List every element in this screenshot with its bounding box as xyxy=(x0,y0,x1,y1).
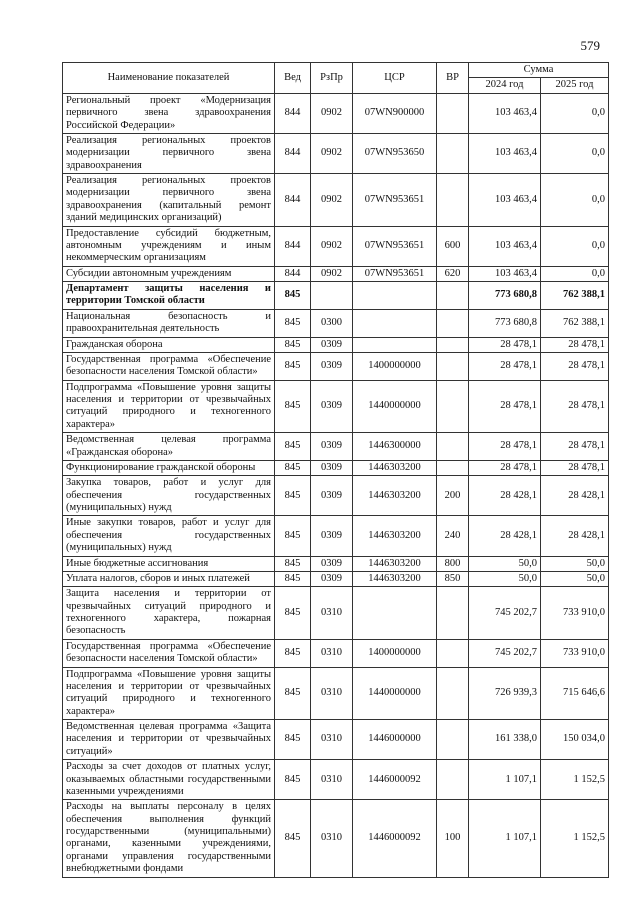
cell-sum-2025: 0,0 xyxy=(541,266,609,281)
cell-ved: 844 xyxy=(275,174,311,227)
header-year-2024: 2024 год xyxy=(469,78,541,93)
cell-sum-2025: 1 152,5 xyxy=(541,800,609,877)
cell-vr xyxy=(437,760,469,800)
table-header xyxy=(63,63,609,94)
cell-ved: 844 xyxy=(275,133,311,173)
cell-sum-2025: 762 388,1 xyxy=(541,282,609,310)
cell-sum-2024: 28 478,1 xyxy=(469,460,541,475)
cell-vr xyxy=(437,587,469,640)
header-vr: ВР xyxy=(437,63,469,94)
cell-sum-2024: 28 478,1 xyxy=(469,337,541,352)
cell-vr xyxy=(437,720,469,760)
cell-csr xyxy=(353,587,437,640)
table-body xyxy=(63,93,609,877)
cell-vr: 240 xyxy=(437,516,469,556)
cell-rzpr: 0310 xyxy=(311,667,353,720)
table-row xyxy=(63,380,609,433)
cell-csr: 07WN953650 xyxy=(353,133,437,173)
cell-vr xyxy=(437,667,469,720)
cell-ved: 845 xyxy=(275,556,311,571)
cell-rzpr: 0310 xyxy=(311,587,353,640)
cell-name: Иные закупки товаров, работ и услуг для обеспечения государственных (муниципальных) нужд xyxy=(63,516,275,556)
cell-sum-2025: 28 428,1 xyxy=(541,476,609,516)
header-year-2025: 2025 год xyxy=(541,78,609,93)
cell-sum-2024: 745 202,7 xyxy=(469,639,541,667)
cell-ved: 845 xyxy=(275,667,311,720)
cell-name: Ведомственная целевая программа «Гражданская оборона» xyxy=(63,433,275,461)
cell-name: Субсидии автономным учреждениям xyxy=(63,266,275,281)
cell-sum-2024: 28 428,1 xyxy=(469,516,541,556)
cell-name: Гражданская оборона xyxy=(63,337,275,352)
cell-vr xyxy=(437,282,469,310)
cell-csr: 1446303200 xyxy=(353,516,437,556)
table-row xyxy=(63,571,609,586)
cell-name: Ведомственная целевая программа «Защита населения и территории от чрезвычайных ситуаций» xyxy=(63,720,275,760)
table-row xyxy=(63,337,609,352)
cell-sum-2025: 762 388,1 xyxy=(541,309,609,337)
cell-rzpr: 0310 xyxy=(311,639,353,667)
table-row xyxy=(63,460,609,475)
cell-ved: 845 xyxy=(275,516,311,556)
cell-vr: 100 xyxy=(437,800,469,877)
cell-vr xyxy=(437,460,469,475)
header-ved: Вед xyxy=(275,63,311,94)
cell-sum-2025: 28 478,1 xyxy=(541,380,609,433)
cell-name: Государственная программа «Обеспечение безопасности населения Томской области» xyxy=(63,352,275,380)
cell-vr: 800 xyxy=(437,556,469,571)
cell-vr: 200 xyxy=(437,476,469,516)
table-row xyxy=(63,282,609,310)
cell-csr: 07WN953651 xyxy=(353,266,437,281)
table-row xyxy=(63,226,609,266)
cell-name: Иные бюджетные ассигнования xyxy=(63,556,275,571)
cell-ved: 844 xyxy=(275,226,311,266)
cell-name: Подпрограмма «Повышение уровня защиты населения и территории от чрезвычайных ситуаций природного и техногенного характера» xyxy=(63,380,275,433)
cell-name: Закупка товаров, работ и услуг для обеспечения государственных (муниципальных) нужд xyxy=(63,476,275,516)
cell-name: Национальная безопасность и правоохранительная деятельность xyxy=(63,309,275,337)
table-row xyxy=(63,476,609,516)
cell-sum-2025: 0,0 xyxy=(541,93,609,133)
cell-name: Защита населения и территории от чрезвычайных ситуаций природного и техногенного характера, пожарная безопасность xyxy=(63,587,275,640)
cell-csr: 1440000000 xyxy=(353,380,437,433)
cell-csr: 1446303200 xyxy=(353,556,437,571)
cell-rzpr: 0310 xyxy=(311,760,353,800)
cell-vr: 600 xyxy=(437,226,469,266)
cell-vr xyxy=(437,380,469,433)
cell-vr xyxy=(437,309,469,337)
cell-vr xyxy=(437,352,469,380)
cell-sum-2024: 28 478,1 xyxy=(469,380,541,433)
header-csr: ЦСР xyxy=(353,63,437,94)
cell-name: Реализация региональных проектов модернизации первичного звена здравоохранения (капитальный ремонт зданий медицинских организаций) xyxy=(63,174,275,227)
cell-rzpr: 0310 xyxy=(311,720,353,760)
table-row xyxy=(63,760,609,800)
cell-ved: 845 xyxy=(275,309,311,337)
cell-sum-2025: 150 034,0 xyxy=(541,720,609,760)
table-row xyxy=(63,587,609,640)
table-row xyxy=(63,433,609,461)
cell-name: Подпрограмма «Повышение уровня защиты населения и территории от чрезвычайных ситуаций природного и техногенного характера» xyxy=(63,667,275,720)
cell-name: Расходы на выплаты персоналу в целях обеспечения выполнения функций государственными (муниципальными) органами, казенными учреждениями, органами управления государственными внебюджетными фондами xyxy=(63,800,275,877)
cell-sum-2024: 1 107,1 xyxy=(469,800,541,877)
cell-vr xyxy=(437,93,469,133)
cell-sum-2025: 28 428,1 xyxy=(541,516,609,556)
cell-rzpr: 0902 xyxy=(311,133,353,173)
cell-csr: 1446303200 xyxy=(353,476,437,516)
cell-name: Функционирование гражданской обороны xyxy=(63,460,275,475)
cell-sum-2024: 50,0 xyxy=(469,556,541,571)
cell-rzpr: 0309 xyxy=(311,352,353,380)
cell-csr: 1400000000 xyxy=(353,352,437,380)
cell-ved: 845 xyxy=(275,460,311,475)
cell-csr: 1446303200 xyxy=(353,460,437,475)
table-row xyxy=(63,93,609,133)
cell-rzpr: 0309 xyxy=(311,516,353,556)
cell-csr: 07WN900000 xyxy=(353,93,437,133)
cell-rzpr: 0902 xyxy=(311,93,353,133)
cell-rzpr: 0309 xyxy=(311,433,353,461)
header-sum: Сумма xyxy=(469,63,609,78)
cell-vr xyxy=(437,174,469,227)
table-row xyxy=(63,667,609,720)
cell-sum-2024: 50,0 xyxy=(469,571,541,586)
cell-ved: 845 xyxy=(275,476,311,516)
table-row xyxy=(63,800,609,877)
header-name: Наименование показателей xyxy=(63,63,275,94)
cell-rzpr: 0902 xyxy=(311,174,353,227)
cell-csr xyxy=(353,282,437,310)
cell-ved: 845 xyxy=(275,760,311,800)
cell-ved: 845 xyxy=(275,352,311,380)
cell-rzpr: 0902 xyxy=(311,266,353,281)
cell-csr: 1446000000 xyxy=(353,720,437,760)
cell-sum-2024: 28 478,1 xyxy=(469,433,541,461)
cell-vr: 850 xyxy=(437,571,469,586)
cell-csr: 1446303200 xyxy=(353,571,437,586)
cell-name: Региональный проект «Модернизация первичного звена здравоохранения Российской Федерации» xyxy=(63,93,275,133)
cell-ved: 845 xyxy=(275,587,311,640)
cell-rzpr: 0309 xyxy=(311,337,353,352)
cell-name: Реализация региональных проектов модернизации первичного звена здравоохранения xyxy=(63,133,275,173)
cell-ved: 845 xyxy=(275,639,311,667)
table-row xyxy=(63,516,609,556)
cell-vr xyxy=(437,133,469,173)
cell-name: Уплата налогов, сборов и иных платежей xyxy=(63,571,275,586)
cell-sum-2024: 161 338,0 xyxy=(469,720,541,760)
cell-vr xyxy=(437,337,469,352)
cell-name: Предоставление субсидий бюджетным, автономным учреждениям и иным некоммерческим организациям xyxy=(63,226,275,266)
cell-rzpr xyxy=(311,282,353,310)
cell-ved: 845 xyxy=(275,433,311,461)
cell-ved: 845 xyxy=(275,282,311,310)
cell-rzpr: 0310 xyxy=(311,800,353,877)
cell-sum-2024: 745 202,7 xyxy=(469,587,541,640)
cell-ved: 845 xyxy=(275,571,311,586)
cell-sum-2024: 103 463,4 xyxy=(469,266,541,281)
table-row xyxy=(63,720,609,760)
cell-csr: 1446000092 xyxy=(353,800,437,877)
cell-sum-2024: 773 680,8 xyxy=(469,309,541,337)
cell-csr: 1446000092 xyxy=(353,760,437,800)
header-rzpr: РзПр xyxy=(311,63,353,94)
cell-sum-2025: 0,0 xyxy=(541,174,609,227)
cell-sum-2025: 0,0 xyxy=(541,226,609,266)
cell-sum-2024: 773 680,8 xyxy=(469,282,541,310)
cell-ved: 844 xyxy=(275,266,311,281)
cell-sum-2024: 103 463,4 xyxy=(469,174,541,227)
cell-rzpr: 0902 xyxy=(311,226,353,266)
cell-csr xyxy=(353,309,437,337)
cell-ved: 845 xyxy=(275,337,311,352)
cell-rzpr: 0309 xyxy=(311,460,353,475)
cell-name: Государственная программа «Обеспечение безопасности населения Томской области» xyxy=(63,639,275,667)
cell-csr: 1440000000 xyxy=(353,667,437,720)
cell-sum-2024: 726 939,3 xyxy=(469,667,541,720)
cell-rzpr: 0309 xyxy=(311,380,353,433)
cell-name: Департамент защиты населения и территории Томской области xyxy=(63,282,275,310)
cell-rzpr: 0309 xyxy=(311,556,353,571)
cell-ved: 844 xyxy=(275,93,311,133)
cell-sum-2025: 1 152,5 xyxy=(541,760,609,800)
cell-sum-2024: 103 463,4 xyxy=(469,93,541,133)
table-row xyxy=(63,133,609,173)
cell-sum-2025: 28 478,1 xyxy=(541,337,609,352)
cell-csr: 07WN953651 xyxy=(353,174,437,227)
cell-sum-2025: 28 478,1 xyxy=(541,352,609,380)
cell-rzpr: 0300 xyxy=(311,309,353,337)
cell-vr xyxy=(437,639,469,667)
cell-sum-2024: 28 478,1 xyxy=(469,352,541,380)
cell-rzpr: 0309 xyxy=(311,476,353,516)
cell-sum-2025: 28 478,1 xyxy=(541,460,609,475)
cell-sum-2025: 28 478,1 xyxy=(541,433,609,461)
cell-vr: 620 xyxy=(437,266,469,281)
cell-sum-2025: 0,0 xyxy=(541,133,609,173)
cell-ved: 845 xyxy=(275,800,311,877)
cell-ved: 845 xyxy=(275,720,311,760)
cell-sum-2024: 28 428,1 xyxy=(469,476,541,516)
table-row xyxy=(63,352,609,380)
budget-table xyxy=(62,62,609,878)
cell-csr: 1400000000 xyxy=(353,639,437,667)
cell-vr xyxy=(437,433,469,461)
cell-sum-2025: 50,0 xyxy=(541,571,609,586)
table-row xyxy=(63,174,609,227)
table-row xyxy=(63,556,609,571)
cell-name: Расходы за счет доходов от платных услуг, оказываемых областными государственными казенными учреждениями xyxy=(63,760,275,800)
table-row xyxy=(63,309,609,337)
table-row xyxy=(63,266,609,281)
cell-csr: 07WN953651 xyxy=(353,226,437,266)
cell-sum-2025: 50,0 xyxy=(541,556,609,571)
cell-ved: 845 xyxy=(275,380,311,433)
table-row xyxy=(63,639,609,667)
cell-rzpr: 0309 xyxy=(311,571,353,586)
cell-sum-2024: 103 463,4 xyxy=(469,133,541,173)
cell-csr xyxy=(353,337,437,352)
page-number: 579 xyxy=(580,38,600,53)
cell-sum-2025: 715 646,6 xyxy=(541,667,609,720)
cell-csr: 1446300000 xyxy=(353,433,437,461)
cell-sum-2025: 733 910,0 xyxy=(541,639,609,667)
cell-sum-2024: 1 107,1 xyxy=(469,760,541,800)
cell-sum-2025: 733 910,0 xyxy=(541,587,609,640)
cell-sum-2024: 103 463,4 xyxy=(469,226,541,266)
